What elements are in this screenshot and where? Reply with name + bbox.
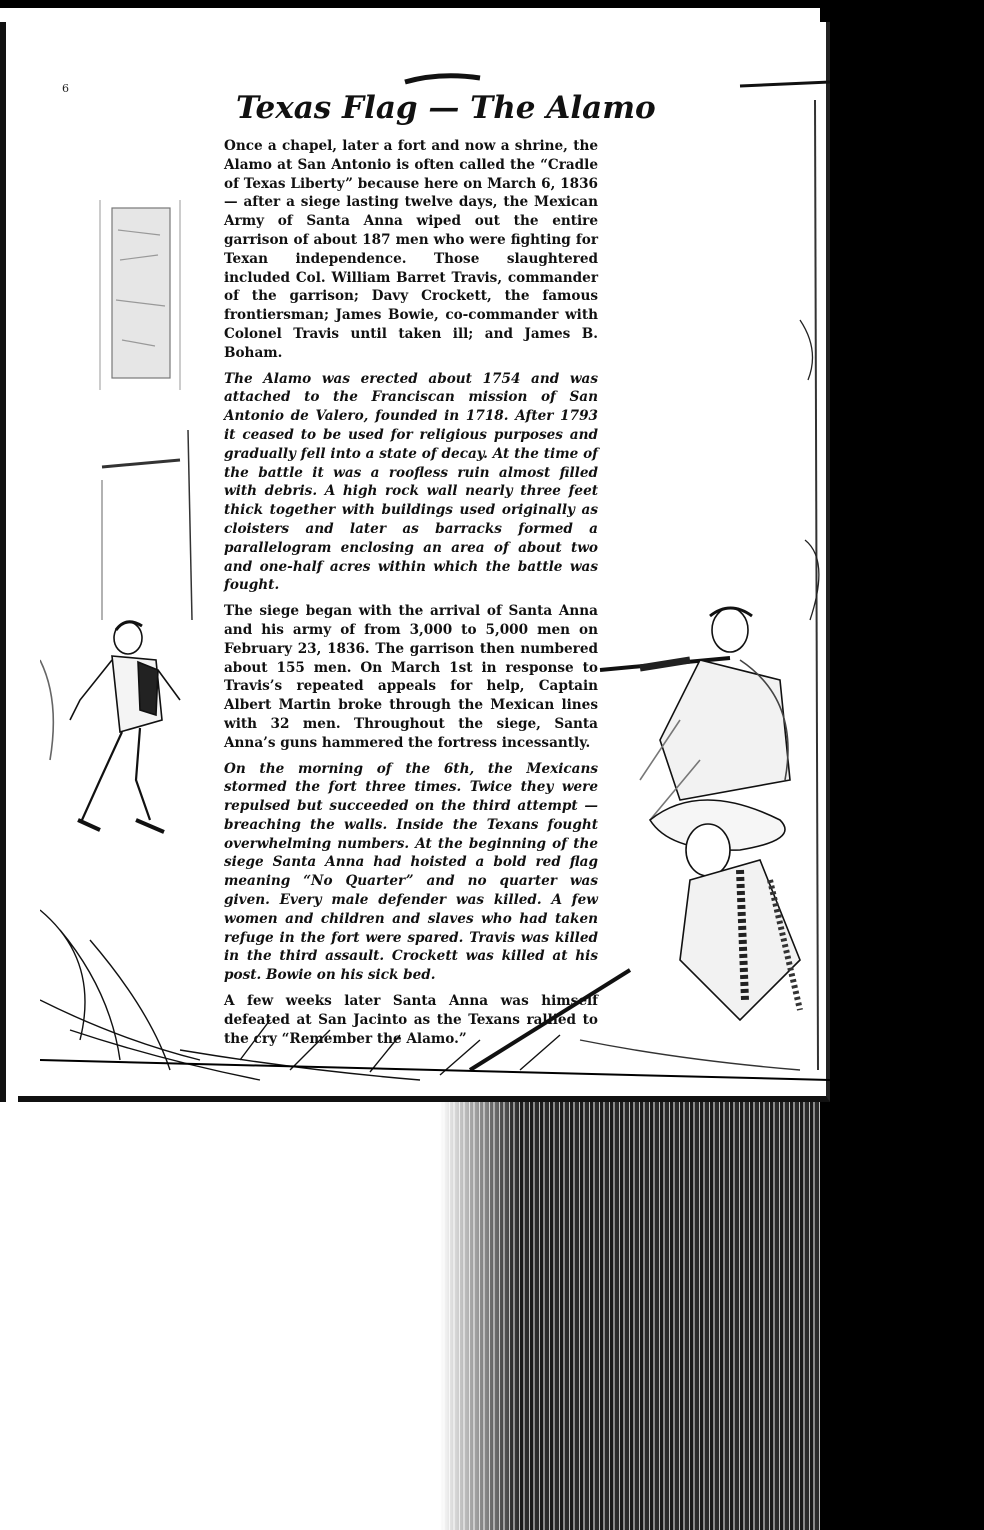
paragraph-2: The Alamo was erected about 1754 and was attached to the Franciscan mission of San Antonio de Valero, founded in 1718. After 1793 it ceased to be used for religious purposes and gradually fell into a state of decay. At the time of the battle it was a roofless ruin almost filled with debris. A high rock wall nearly three feet thick together with buildings used originally as cloisters and later as barracks formed a parallelogram enclosing an area of about two and one-half acres within which the battle was fought. [224,370,598,594]
paragraph-1: Once a chapel, later a fort and now a shrine, the Alamo at San Antonio is often called the “Cradle of Texas Liberty” because here on March 6, 1836 — after a siege lasting twelve days, the Mexican Army of Santa Anna wiped out the entire garrison of about 187 men who were fighting for Texan independence. Those slaughtered included Col. William Barret Travis, commander of the garrison; Davy Crockett, the famous frontiersman; James Bowie, co-commander with Colonel Travis until taken ill; and James B. Boham. [224,138,598,361]
fort-door-sketch [102,430,192,620]
page-title: Texas Flag — The Alamo [236,90,656,126]
running-soldier-sketch [40,622,180,832]
header-rule [740,82,830,86]
header-ornament [405,76,480,82]
paragraph-4: On the morning of the 6th, the Mexicans stormed the fort three times. Twice they were repulsed but succeeded on the third attempt — breaching the walls. Inside the Texans fought overwhelming numbers. At the beginning of the siege Santa Anna had hoisted a bold red flag meaning “No Quarter” and no quarter was given. Every male defender was killed. A few women and children and slaves who had taken refuge in the fort were spared. Travis was killed in the third assault. Crockett was killed at his post. Bowie on his sick bed. [224,760,598,984]
fort-window-sketch [100,200,180,390]
mexican-soldier-sketch [650,800,800,1020]
article-body [224,137,598,1055]
scan-left-edge [0,22,18,1102]
paragraph-3: The siege began with the arrival of Santa Anna and his army of from 3,000 to 5,000 men on February 23, 1836. The garrison then numbered about 155 men. On March 1st in response to Travis’s repeated appeals for help, Captain Albert Martin broke through the Mexican lines with 32 men. Throughout the siege, Santa Anna’s guns hammered the fortress incessantly. [224,603,598,751]
rifleman-sketch [600,608,790,820]
paragraph-5: A few weeks later Santa Anna was himself defeated at San Jacinto as the Texans rallied to the cry “Remember the Alamo.” [224,993,598,1047]
scan-background-right [820,0,984,1530]
page-marker: 6 [62,82,69,95]
right-margin-sketch [800,100,819,1070]
scan-fade [440,1095,520,1530]
